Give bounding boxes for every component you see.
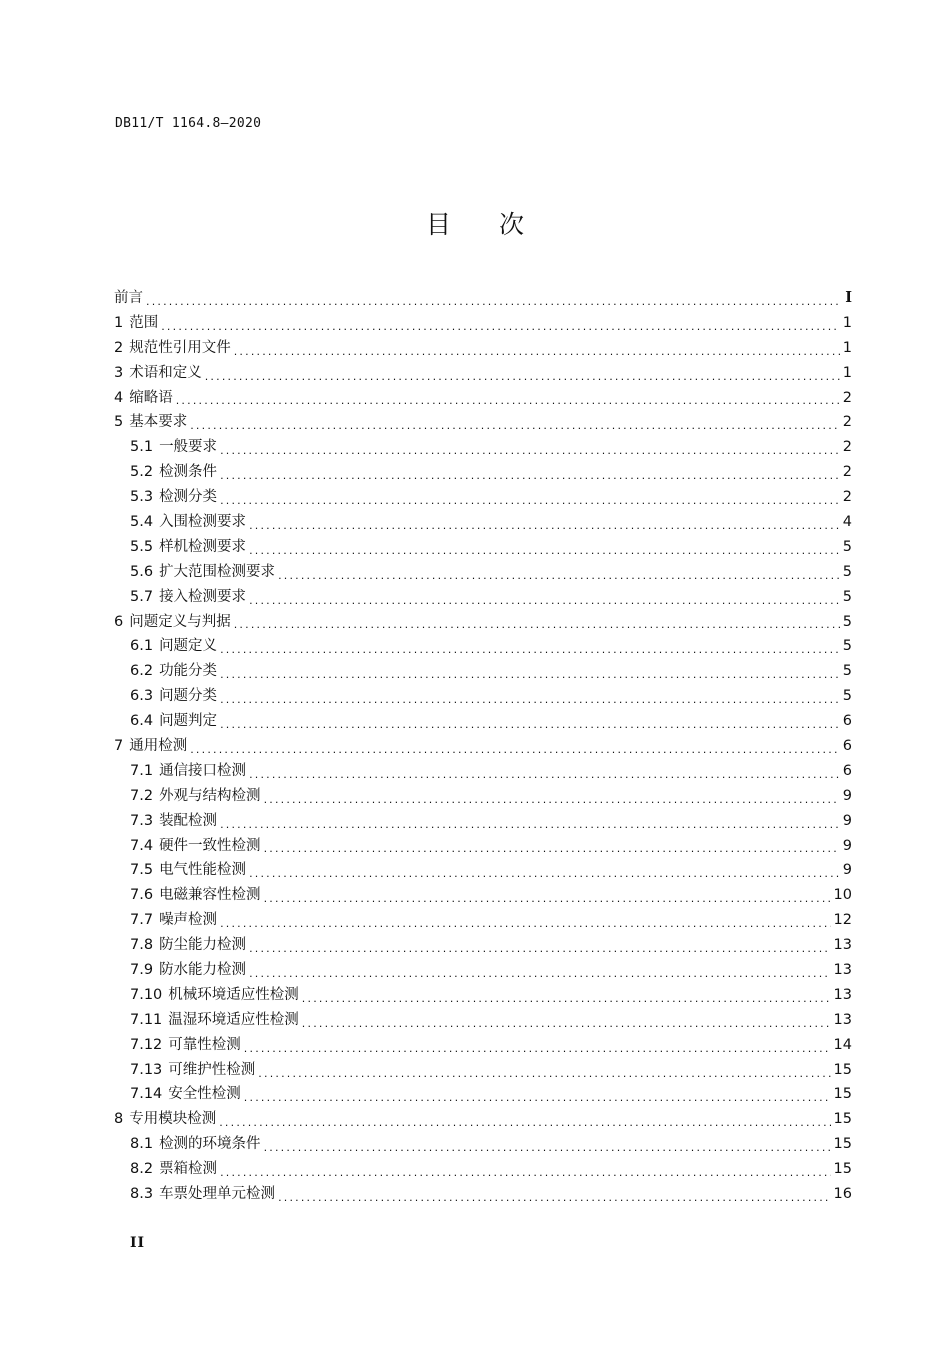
dot-leader <box>302 1015 831 1033</box>
toc-entry-page: 2 <box>842 414 852 431</box>
toc-entry-number: 7.10 <box>130 986 163 1003</box>
toc-entry-number: 6.4 <box>130 713 154 730</box>
dot-leader <box>249 517 840 535</box>
toc-entry-number: 7.9 <box>130 962 154 979</box>
dot-leader <box>302 990 831 1008</box>
toc-entry-text: 问题定义与判据 <box>129 613 231 630</box>
toc-entry-page: 13 <box>833 937 852 954</box>
toc-entry-label <box>114 809 217 834</box>
toc-entry-text: 装配检测 <box>159 812 218 829</box>
toc-entry-page: 9 <box>842 787 852 804</box>
dot-leader <box>234 343 840 361</box>
toc-entry-text: 机械环境适应性检测 <box>168 986 299 1003</box>
toc-entry[interactable] <box>114 1058 852 1083</box>
toc-entry-number: 5.1 <box>130 439 154 456</box>
toc-entry-text: 范围 <box>129 314 159 331</box>
toc-entry[interactable] <box>114 634 852 659</box>
toc-entry-number: 7.14 <box>130 1086 163 1103</box>
page-title: 目次 <box>425 210 572 239</box>
toc-entry-text: 防尘能力检测 <box>159 937 247 954</box>
toc-entry-text: 通用检测 <box>129 738 188 755</box>
toc-entry-text: 接入检测要求 <box>159 588 247 605</box>
toc-entry-number: 1 <box>114 314 124 331</box>
toc-entry[interactable] <box>114 510 852 535</box>
toc-entry[interactable] <box>114 834 852 859</box>
toc-entry-page: 2 <box>842 439 852 456</box>
toc-entry[interactable] <box>114 958 852 983</box>
toc-entry-label <box>114 634 217 659</box>
dot-leader <box>249 940 830 958</box>
toc-entry-text: 专用模块检测 <box>129 1111 217 1128</box>
dot-leader <box>220 691 840 709</box>
toc-entry-number: 7.3 <box>130 812 154 829</box>
toc-entry-page: 2 <box>842 389 852 406</box>
toc-entry[interactable] <box>114 883 852 908</box>
toc-entry-page: 4 <box>842 514 852 530</box>
toc-entry[interactable] <box>114 784 852 809</box>
toc-entry-label <box>114 510 246 535</box>
dot-leader <box>220 1164 830 1182</box>
toc-entry-label <box>114 386 173 411</box>
toc-entry-number: 7.1 <box>130 762 154 779</box>
toc-entry-label <box>114 1132 261 1157</box>
toc-entry[interactable] <box>114 684 852 709</box>
toc-entry-label <box>114 759 246 784</box>
dot-leader <box>220 492 840 510</box>
toc-entry-page: 14 <box>833 1036 852 1053</box>
toc-entry-number: 7.7 <box>130 912 154 929</box>
toc-entry-page: 13 <box>833 962 852 979</box>
toc-entry-number: 5.7 <box>130 588 154 605</box>
dot-leader <box>264 791 840 809</box>
dot-leader <box>234 616 840 634</box>
toc-entry-page: 1 <box>842 314 852 331</box>
toc-entry-number: 7.5 <box>130 862 154 879</box>
toc-entry-page: 5 <box>842 688 852 705</box>
toc-entry[interactable] <box>114 759 852 784</box>
toc-entry-number: 5.6 <box>130 563 154 580</box>
toc-entry-label <box>114 883 261 908</box>
toc-entry-label <box>114 1157 217 1182</box>
toc-entry-page: 6 <box>842 713 852 730</box>
dot-leader <box>190 417 840 435</box>
toc-entry[interactable] <box>114 709 852 734</box>
toc-entry-text: 硬件一致性检测 <box>159 837 261 854</box>
toc-entry-label <box>114 460 217 485</box>
toc-entry-label <box>114 585 246 610</box>
toc-entry-page: 9 <box>842 862 852 879</box>
toc-entry-text: 电磁兼容性检测 <box>159 887 261 904</box>
toc-entry-number: 7.11 <box>130 1011 163 1028</box>
toc-entry-page: 9 <box>842 812 852 829</box>
dot-leader <box>249 592 840 610</box>
toc-entry-number: 7 <box>114 738 124 755</box>
dot-leader <box>161 318 840 336</box>
toc-entry-page: 15 <box>833 1136 852 1153</box>
toc-entry-label <box>114 709 217 734</box>
toc-entry-text: 问题判定 <box>159 713 218 730</box>
dot-leader <box>249 865 840 883</box>
toc-entry-label <box>114 784 261 809</box>
toc-entry-text: 样机检测要求 <box>159 538 247 555</box>
dot-leader <box>244 1040 831 1058</box>
toc-entry-label <box>114 834 261 859</box>
toc-entry-number: 5.4 <box>130 514 154 530</box>
toc-entry[interactable] <box>114 610 852 635</box>
toc-entry-text: 车票处理单元检测 <box>159 1186 276 1203</box>
toc-entry-label <box>114 983 299 1008</box>
toc-entry-page: 5 <box>842 638 852 655</box>
toc-entry-number: 3 <box>114 364 124 381</box>
toc-entry-label <box>114 560 275 585</box>
toc-entry-text: 规范性引用文件 <box>129 339 231 356</box>
toc-entry-label <box>114 361 202 386</box>
toc-entry-number: 2 <box>114 339 124 356</box>
dot-leader <box>220 666 840 684</box>
dot-leader <box>220 641 840 659</box>
toc-entry-number: 5.3 <box>130 489 154 506</box>
toc-entry[interactable] <box>114 1107 852 1132</box>
toc-entry-number: 8.1 <box>130 1136 154 1153</box>
toc-entry-page: 5 <box>842 613 852 630</box>
toc-entry[interactable] <box>114 361 852 386</box>
document-code: DB11/T 1164.8—2020 <box>115 116 262 131</box>
toc-entry-text: 检测分类 <box>159 489 218 506</box>
toc-entry-page: 5 <box>842 588 852 605</box>
toc-entry-text: 扩大范围检测要求 <box>159 563 276 580</box>
toc-entry-text: 电气性能检测 <box>159 862 247 879</box>
toc-entry-number: 7.13 <box>130 1061 163 1078</box>
dot-leader <box>220 716 840 734</box>
toc-entry-text: 噪声检测 <box>159 912 218 929</box>
toc-entry[interactable] <box>114 983 852 1008</box>
toc-entry[interactable] <box>114 286 852 311</box>
toc-entry-label <box>114 485 217 510</box>
toc-entry-label <box>114 311 158 336</box>
toc-entry-label <box>114 1107 216 1132</box>
toc-entry-text: 安全性检测 <box>168 1086 241 1103</box>
toc-entry-text: 问题分类 <box>159 688 218 705</box>
toc-entry-text: 功能分类 <box>159 663 218 680</box>
toc-entry-label <box>114 958 246 983</box>
dot-leader <box>264 840 840 858</box>
dot-leader <box>264 1139 831 1157</box>
toc-entry-label <box>114 1182 275 1207</box>
dot-leader <box>205 368 840 386</box>
toc-entry[interactable] <box>114 809 852 834</box>
toc-entry-page: 6 <box>842 762 852 779</box>
dot-leader <box>249 542 840 560</box>
dot-leader <box>244 1089 831 1107</box>
toc-entry-label <box>114 1008 299 1033</box>
toc-entry[interactable] <box>114 1157 852 1182</box>
toc-entry-number: 8.2 <box>130 1161 154 1178</box>
dot-leader <box>220 915 830 933</box>
toc-entry-page: 15 <box>833 1111 852 1128</box>
toc-entry-text: 问题定义 <box>159 638 218 655</box>
toc-entry-text: 入围检测要求 <box>159 514 247 530</box>
toc-entry[interactable] <box>114 336 852 361</box>
toc-entry[interactable] <box>114 858 852 883</box>
toc-entry[interactable] <box>114 410 852 435</box>
toc-entry[interactable] <box>114 460 852 485</box>
toc-entry[interactable] <box>114 908 852 933</box>
toc-entry-label <box>114 410 187 435</box>
toc-entry[interactable] <box>114 659 852 684</box>
toc-entry-label <box>114 1082 241 1107</box>
toc-entry-label <box>114 908 217 933</box>
toc-entry-text: 前言 <box>114 289 143 306</box>
toc-entry-label <box>114 684 217 709</box>
toc-entry-page: 9 <box>842 837 852 854</box>
dot-leader <box>249 766 840 784</box>
toc-entry-number: 6.2 <box>130 663 154 680</box>
toc-entry-text: 外观与结构检测 <box>159 787 261 804</box>
dot-leader <box>278 1189 830 1207</box>
toc-entry-page: 6 <box>842 738 852 755</box>
toc-entry-label <box>114 1058 255 1083</box>
toc-entry-page: 15 <box>833 1086 852 1103</box>
toc-entry-label <box>114 933 246 958</box>
table-of-contents <box>114 286 852 1207</box>
toc-entry[interactable] <box>114 1083 852 1108</box>
dot-leader <box>258 1065 830 1083</box>
toc-entry-number: 6 <box>114 613 124 630</box>
dot-leader <box>220 816 840 834</box>
toc-entry-number: 8.3 <box>130 1186 154 1203</box>
toc-entry-text: 防水能力检测 <box>159 962 247 979</box>
toc-entry-text: 基本要求 <box>129 414 188 431</box>
toc-entry-page: 1 <box>842 339 852 356</box>
toc-entry-text: 通信接口检测 <box>159 762 247 779</box>
toc-entry-label <box>114 610 231 635</box>
toc-entry-text: 术语和定义 <box>129 364 202 381</box>
toc-entry-page: 5 <box>842 563 852 580</box>
toc-entry-page: 15 <box>833 1061 852 1078</box>
dot-leader <box>278 567 840 585</box>
toc-entry-text: 票箱检测 <box>159 1161 218 1178</box>
toc-entry[interactable] <box>114 1182 852 1207</box>
dot-leader <box>249 965 830 983</box>
toc-entry-page: 13 <box>833 1011 852 1028</box>
toc-entry[interactable] <box>114 1033 852 1058</box>
toc-entry-page: 5 <box>842 538 852 555</box>
toc-entry-text: 一般要求 <box>159 439 218 456</box>
toc-entry[interactable] <box>114 1132 852 1157</box>
dot-leader <box>264 890 831 908</box>
dot-leader <box>190 741 840 759</box>
toc-entry-page: 1 <box>842 364 852 381</box>
toc-entry-page: 10 <box>833 887 852 904</box>
toc-entry[interactable] <box>114 585 852 610</box>
toc-entry-label <box>114 659 217 684</box>
toc-entry-page: 15 <box>833 1161 852 1178</box>
toc-entry[interactable] <box>114 435 852 460</box>
toc-entry-number: 6.1 <box>130 638 154 655</box>
toc-entry-label <box>114 286 143 311</box>
toc-entry-page: 2 <box>842 464 852 481</box>
dot-leader <box>146 293 841 311</box>
toc-entry-label <box>114 1033 241 1058</box>
toc-entry-number: 7.8 <box>130 937 154 954</box>
dot-leader <box>176 392 840 410</box>
dot-leader <box>219 1114 830 1132</box>
toc-entry-page: 2 <box>842 489 852 506</box>
toc-entry-number: 7.12 <box>130 1036 163 1053</box>
toc-entry-page: 16 <box>833 1186 852 1203</box>
toc-entry-label <box>114 336 231 361</box>
toc-entry-label <box>114 435 217 460</box>
toc-entry-text: 检测的环境条件 <box>159 1136 261 1153</box>
toc-entry-label <box>114 858 246 883</box>
toc-entry-number: 6.3 <box>130 688 154 705</box>
toc-entry-page: 12 <box>833 912 852 929</box>
toc-entry-number: 5.5 <box>130 538 154 555</box>
toc-entry-label <box>114 734 187 759</box>
toc-entry[interactable] <box>114 311 852 336</box>
toc-entry-text: 缩略语 <box>129 389 173 406</box>
toc-entry[interactable] <box>114 386 852 411</box>
toc-entry-number: 7.4 <box>130 837 154 854</box>
dot-leader <box>220 442 840 460</box>
toc-entry[interactable] <box>114 560 852 585</box>
toc-entry-number: 5.2 <box>130 464 154 481</box>
toc-entry-label <box>114 535 246 560</box>
toc-entry[interactable] <box>114 485 852 510</box>
toc-entry-number: 7.6 <box>130 887 154 904</box>
toc-entry-number: 7.2 <box>130 787 154 804</box>
toc-entry-text: 可靠性检测 <box>168 1036 241 1053</box>
dot-leader <box>220 467 840 485</box>
toc-entry-text: 检测条件 <box>159 464 218 481</box>
toc-entry-text: 温湿环境适应性检测 <box>168 1011 299 1028</box>
toc-entry-page: 5 <box>842 663 852 680</box>
toc-entry-page: I <box>845 288 852 306</box>
toc-entry-page: 13 <box>833 986 852 1003</box>
toc-entry[interactable] <box>114 933 852 958</box>
toc-entry-number: 4 <box>114 389 124 406</box>
toc-entry-number: 8 <box>114 1111 124 1128</box>
toc-entry[interactable] <box>114 734 852 759</box>
page-number: II <box>130 1235 146 1251</box>
toc-entry-text: 可维护性检测 <box>168 1061 256 1078</box>
toc-entry[interactable] <box>114 535 852 560</box>
toc-entry-number: 5 <box>114 414 124 431</box>
toc-entry[interactable] <box>114 1008 852 1033</box>
